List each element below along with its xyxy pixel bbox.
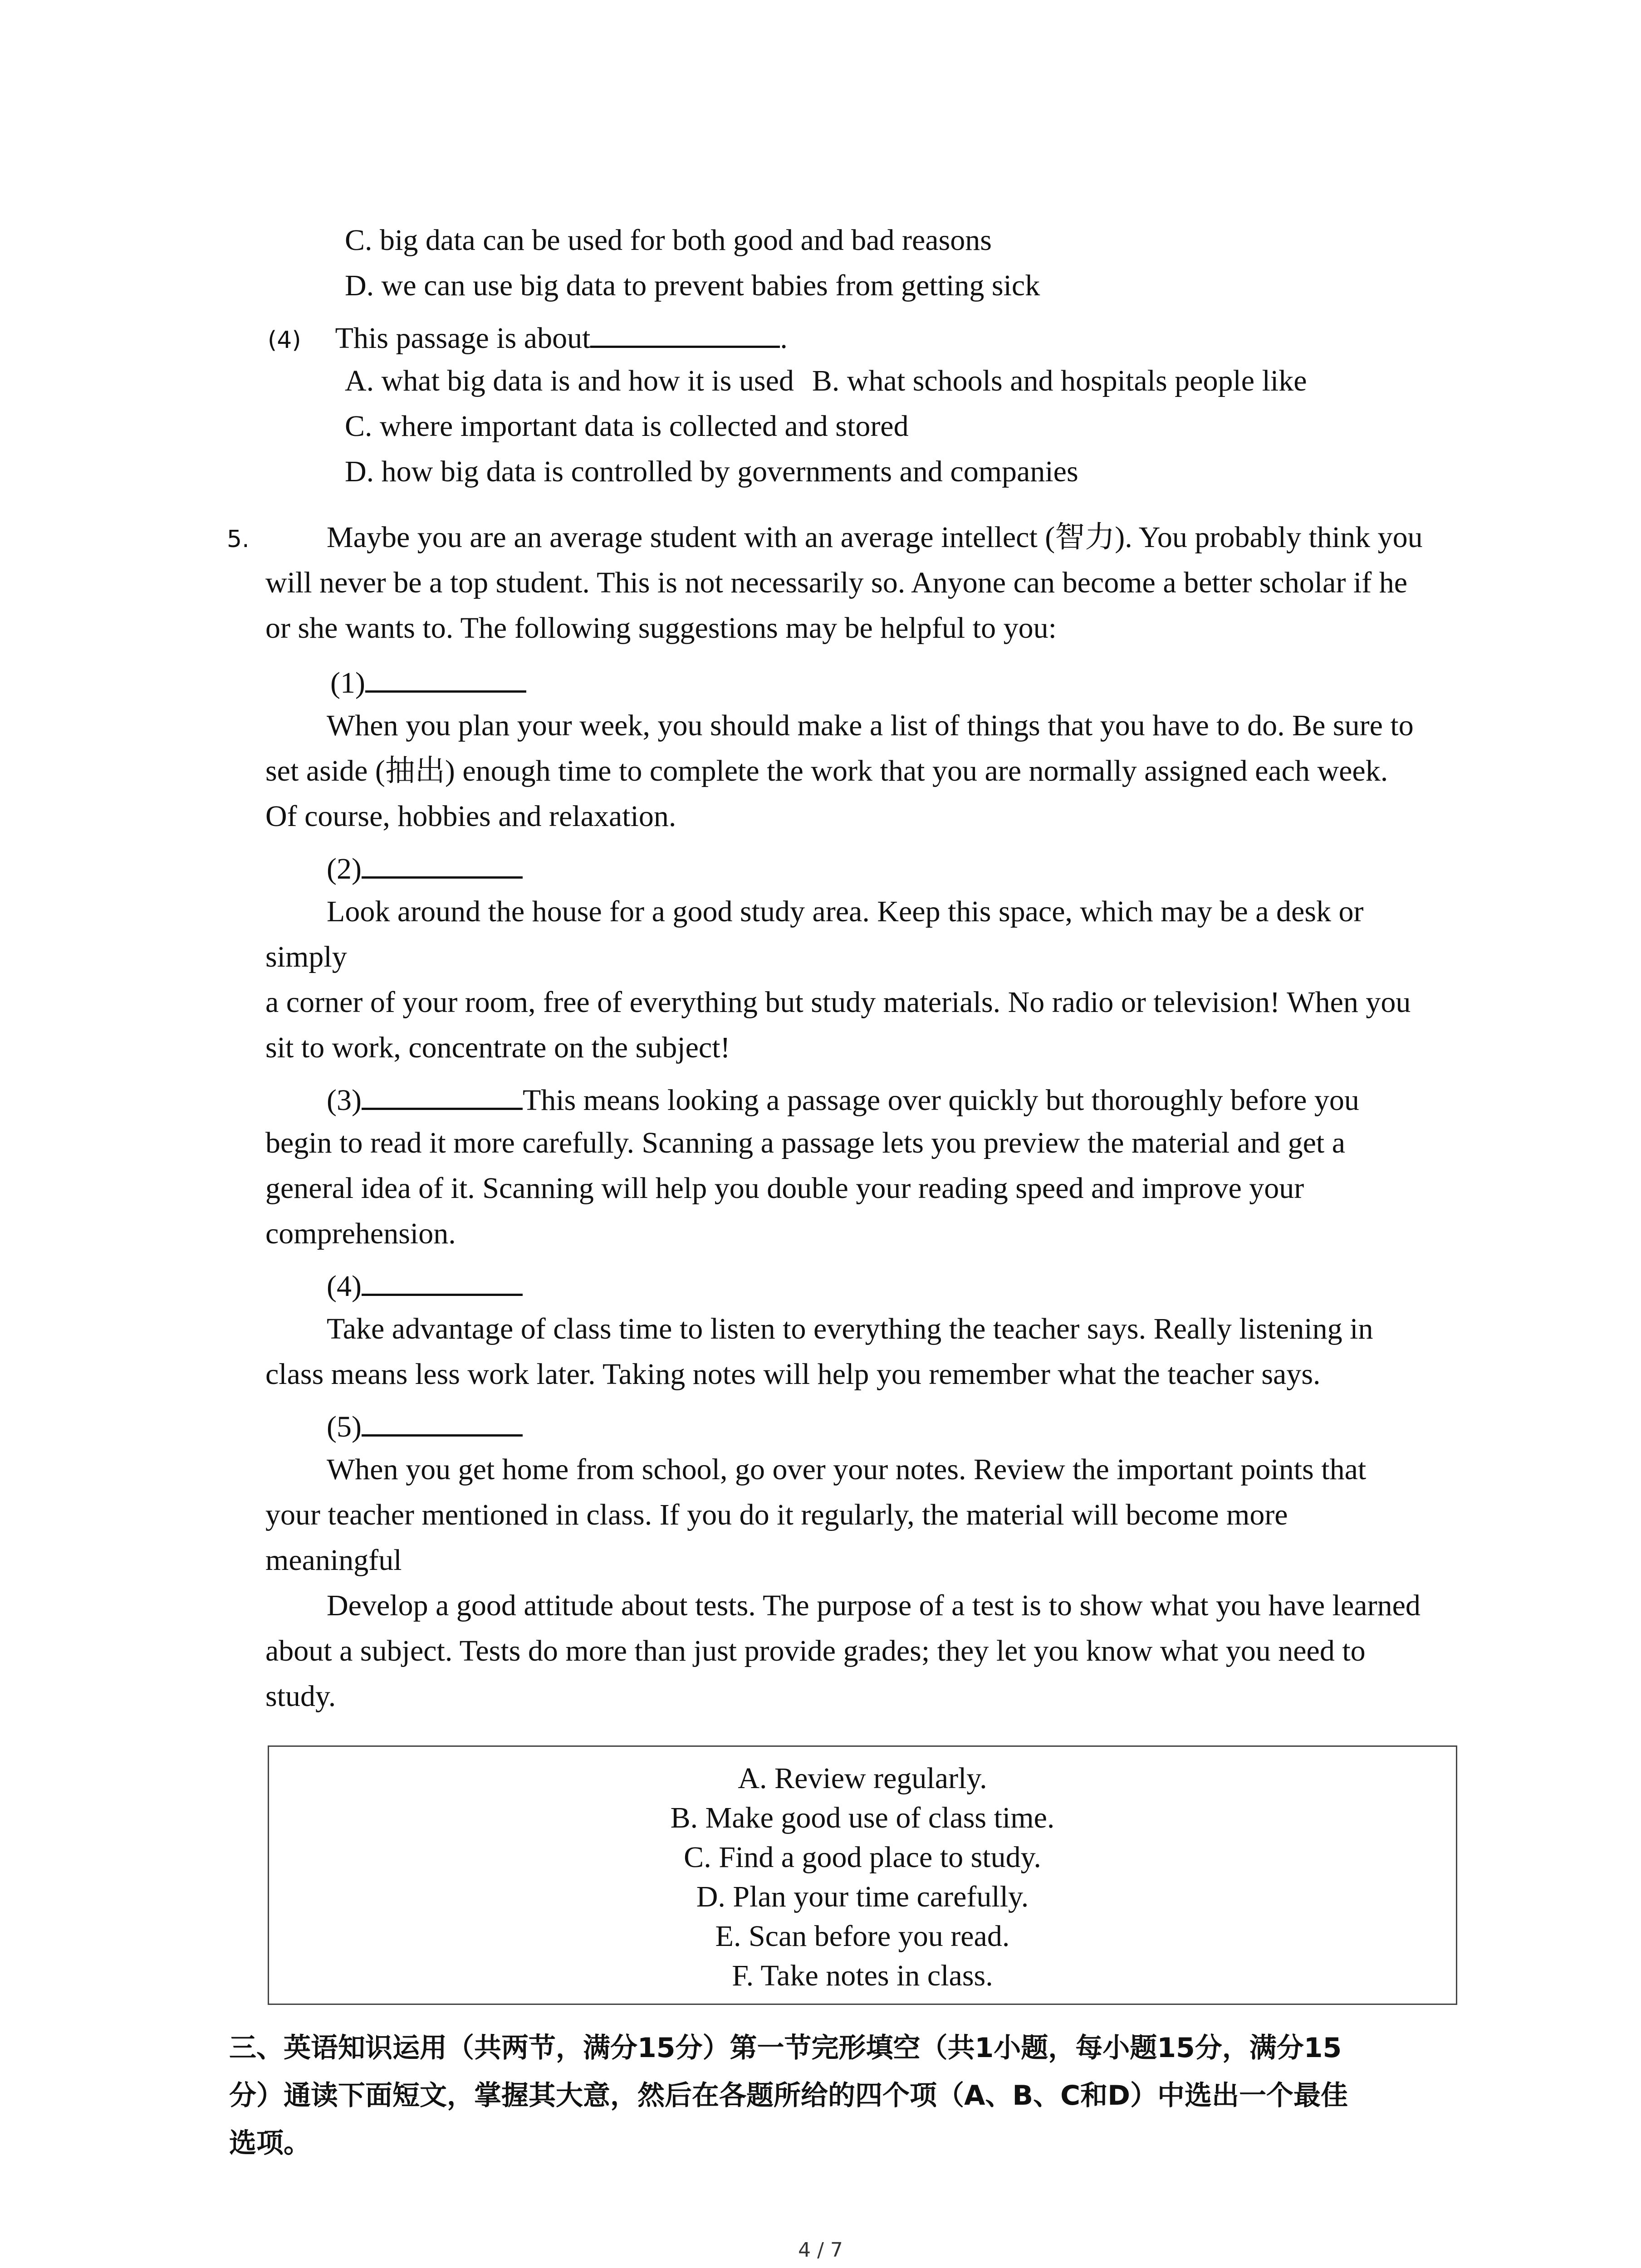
paragraph-4-line-1: Take advantage of class time to listen to everything the teacher says. Really listening in — [327, 1312, 1373, 1345]
paragraph-3-line-4: comprehension. — [265, 1217, 456, 1250]
section-3-heading-line-3: 选项。 — [229, 2127, 311, 2159]
question-4-stem — [268, 318, 788, 358]
q4-option-c: C. big data can be used for both good and bad reasons — [345, 224, 992, 257]
stem-end: . — [780, 322, 788, 355]
paragraph-5-line-3: meaningful — [265, 1544, 402, 1577]
option-b: B. what schools and hospitals people like — [812, 364, 1307, 397]
option-c: C. Find a good place to study. — [684, 1841, 1041, 1874]
question-5-number: 5. — [227, 526, 250, 553]
paragraph-6-line-2: about a subject. Tests do more than just provide grades; they let you know what you need to — [265, 1634, 1366, 1667]
paragraph-2-line-1: Look around the house for a good study area. Keep this space, which may be a desk or — [327, 895, 1364, 928]
option-f: F. Take notes in class. — [732, 1959, 993, 1992]
options-box — [268, 1745, 1457, 2005]
section-3-heading-line-1: 三、英语知识运用（共两节，满分15分）第一节完形填空（共1小题，每小题15分，满分15 — [229, 2032, 1342, 2064]
section-3-heading-line-2: 分）通读下面短文，掌握其大意，然后在各题所给的四个项（A、B、C和D）中选出一个最佳 — [229, 2080, 1348, 2112]
paragraph-5-line-1: When you get home from school, go over your notes. Review the important points that — [327, 1453, 1367, 1486]
option-e: E. Scan before you read. — [715, 1920, 1010, 1953]
blank-5: (5) — [327, 1406, 523, 1445]
option-a: A. what big data is and how it is used — [345, 364, 794, 397]
blank-1: (1) — [330, 662, 526, 701]
blank-2: (2) — [327, 848, 523, 887]
blank-4: (4) — [327, 1266, 523, 1305]
paragraph-4-line-2: class means less work later. Taking notes will help you remember what the teacher says. — [265, 1358, 1321, 1391]
paragraph-3-line-2: begin to read it more carefully. Scanning a passage lets you preview the material and get a — [265, 1126, 1345, 1159]
paragraph-3-line-3: general idea of it. Scanning will help you double your reading speed and improve your — [265, 1172, 1304, 1205]
page-number: 4 / 7 — [798, 2239, 843, 2262]
paragraph-1-line-3: Of course, hobbies and relaxation. — [265, 800, 676, 833]
q5-intro-line-3: or she wants to. The following suggestions may be helpful to you: — [265, 611, 1057, 645]
paragraph-5-line-2: your teacher mentioned in class. If you do it regularly, the material will become more — [265, 1498, 1288, 1531]
paragraph-6-line-3: study. — [265, 1680, 336, 1713]
answer-blank — [590, 318, 780, 348]
paragraph-2-line-4: sit to work, concentrate on the subject! — [265, 1031, 730, 1064]
q5-intro-line-1: Maybe you are an average student with an average intellect (智力). You probably think you — [327, 521, 1423, 554]
option-a: A. Review regularly. — [738, 1762, 987, 1795]
paragraph-1-line-1: When you plan your week, you should make a list of things that you have to do. Be sure to — [327, 709, 1414, 742]
question-4-options-ab — [345, 363, 1307, 399]
q5-intro-line-2: will never be a top student. This is not necessarily so. Anyone can become a better scholar if he — [265, 566, 1408, 599]
question-stem: This passage is about — [335, 322, 591, 355]
option-b: B. Make good use of class time. — [670, 1801, 1055, 1834]
q4-option-d: D. we can use big data to prevent babies from getting sick — [345, 269, 1040, 302]
option-d: D. Plan your time carefully. — [696, 1880, 1029, 1913]
question-4-option-d: D. how big data is controlled by governments and companies — [345, 455, 1078, 488]
question-number: (4) — [268, 327, 301, 354]
paragraph-6-line-1: Develop a good attitude about tests. The purpose of a test is to show what you have learned — [327, 1589, 1421, 1622]
blank-3: (3) This means looking a passage over quickly but thoroughly before you — [327, 1080, 1359, 1119]
paragraph-3-line-1: This means looking a passage over quickly but thoroughly before you — [522, 1084, 1359, 1117]
question-4-option-c: C. where important data is collected and stored — [345, 410, 909, 443]
paragraph-1-line-2: set aside (抽出) enough time to complete the work that you are normally assigned each week. — [265, 754, 1388, 787]
paragraph-2-line-2: simply — [265, 940, 347, 973]
paragraph-2-line-3: a corner of your room, free of everything but study materials. No radio or television! When you — [265, 986, 1411, 1019]
